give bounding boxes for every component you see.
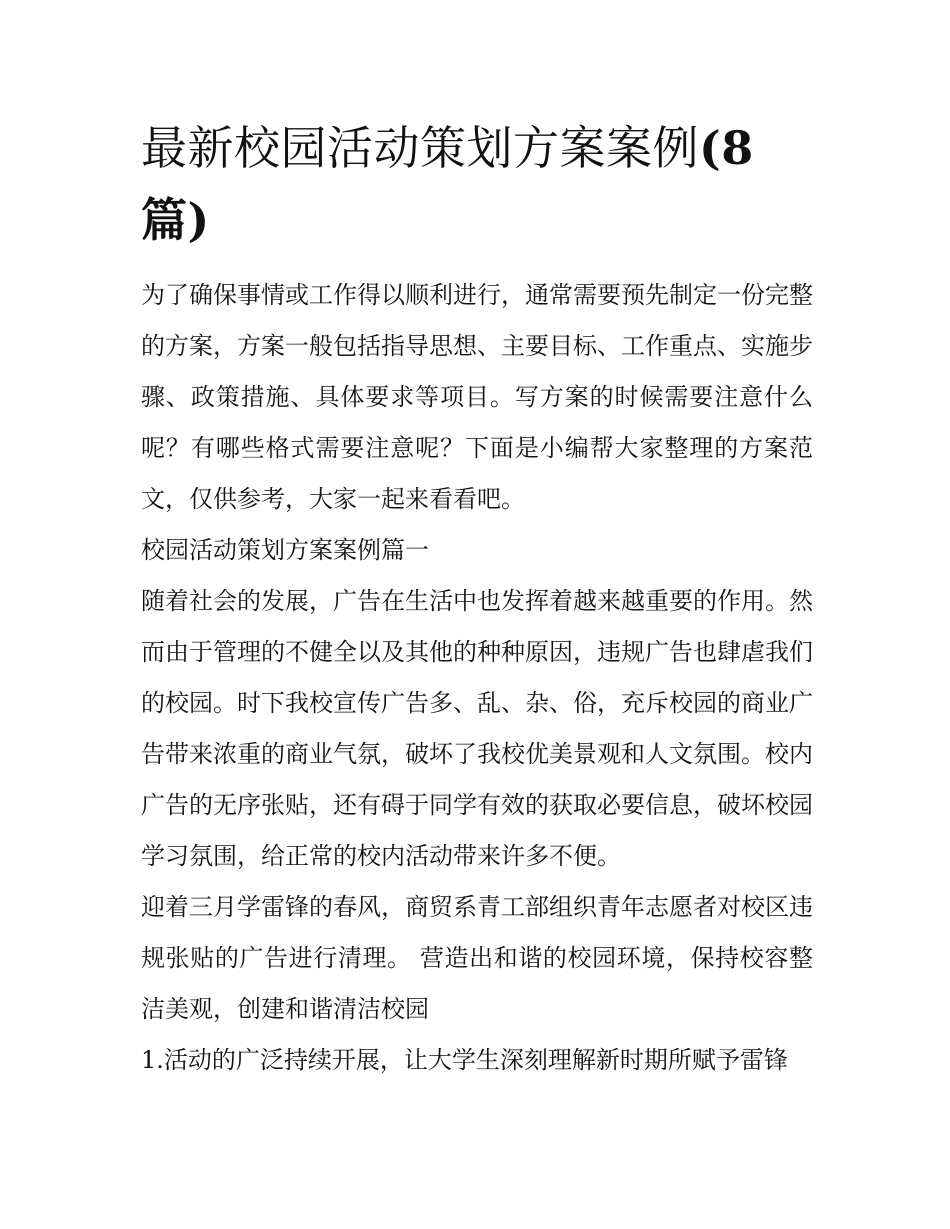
document-title xyxy=(141,112,813,256)
section-heading: 校园活动策划方案案例篇一 xyxy=(141,536,429,564)
body-paragraph: 迎着三月学雷锋的春风，商贸系青工部组织青年志愿者对校区违规张贴的广告进行清理。 营造出和谐的校园环境，保持校容整洁美观，创建和谐清洁校园 xyxy=(141,893,813,1023)
document-title-main: 最新校园活动策划方案案例 xyxy=(141,121,699,175)
body-paragraph: 随着社会的发展，广告在生活中也发挥着越来越重要的作用。然而由于管理的不健全以及其他的种种原因，违规广告也肆虐我们的校园。时下我校宣传广告多、乱、杂、俗，充斥校园的商业广告带来浓重的商业气氛，破坏了我校优美景观和人文氛围。校内广告的无序张贴，还有碍于同学有效的获取必要信息，破坏校园学习氛围，给正常的校内活动带来许多不便。 xyxy=(141,587,813,870)
intro-paragraph: 为了确保事情或工作得以顺利进行，通常需要预先制定一份完整的方案，方案一般包括指导思想、主要目标、工作重点、实施步骤、政策措施、具体要求等项目。写方案的时候需要注意什么呢？有哪些格式需要注意呢？下面是小编帮大家整理的方案范文，仅供参考，大家一起来看看吧。 xyxy=(141,281,813,513)
document-content xyxy=(141,112,813,1086)
document-title-suffix: (8篇) xyxy=(141,121,754,247)
body-paragraph: 1.活动的广泛持续开展，让大学生深刻理解新时期所赋予雷锋 xyxy=(141,1046,788,1074)
